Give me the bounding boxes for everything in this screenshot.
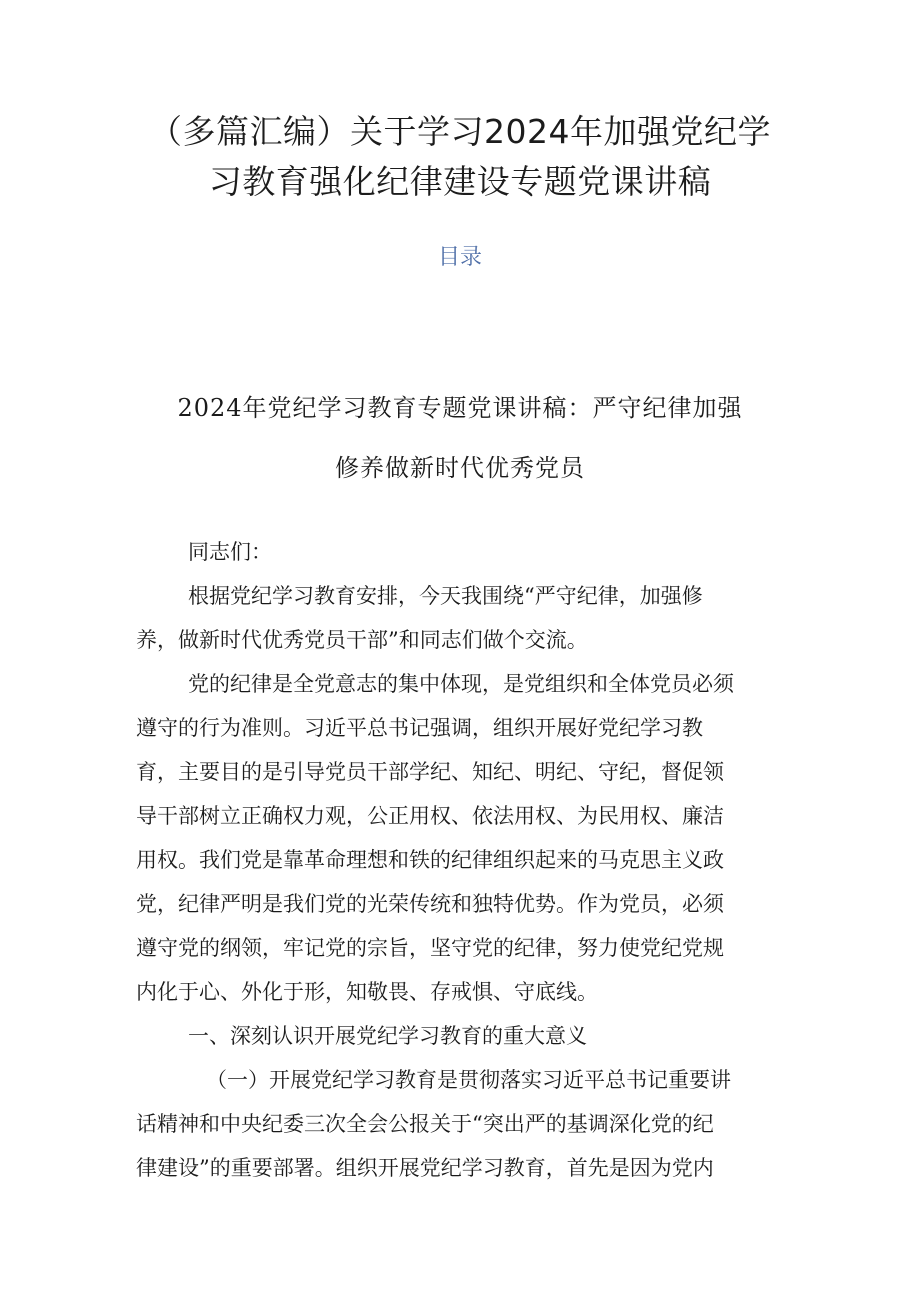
paragraph-line: 党，纪律严明是我们党的光荣传统和独特优势。作为党员，必须 bbox=[136, 892, 724, 916]
section-title-line-2: 修养做新时代优秀党员 bbox=[335, 454, 585, 482]
paragraph-line: 话精神和中央纪委三次全会公报关于“突出严的基调深化党的纪 bbox=[136, 1112, 714, 1136]
section-title-line-1: 2024年党纪学习教育专题党课讲稿：严守纪律加强 bbox=[177, 394, 743, 422]
paragraph-line: 根据党纪学习教育安排，今天我围绕“严守纪律，加强修 bbox=[188, 584, 703, 608]
section-heading-1: 一、深刻认识开展党纪学习教育的重大意义 bbox=[188, 1024, 587, 1048]
paragraph-line: 遵守的行为准则。习近平总书记强调，组织开展好党纪学习教 bbox=[136, 716, 703, 740]
paragraph-line: 律建设”的重要部署。组织开展党纪学习教育，首先是因为党内 bbox=[136, 1156, 714, 1180]
paragraph-line: （一）开展党纪学习教育是贯彻落实习近平总书记重要讲 bbox=[206, 1068, 731, 1092]
document-title-line-1: （多篇汇编）关于学习2024年加强党纪学 bbox=[149, 112, 771, 151]
paragraph-line: 养，做新时代优秀党员干部”和同志们做个交流。 bbox=[136, 628, 588, 652]
document-title-line-2: 习教育强化纪律建设专题党课讲稿 bbox=[208, 162, 712, 201]
paragraph-line: 育，主要目的是引导党员干部学纪、知纪、明纪、守纪，督促领 bbox=[136, 760, 724, 784]
paragraph-1 bbox=[136, 574, 796, 662]
table-of-contents-link[interactable]: 目录 bbox=[437, 245, 482, 270]
paragraph-line: 遵守党的纲领，牢记党的宗旨，坚守党的纪律，努力使党纪党规 bbox=[136, 936, 724, 960]
paragraph-2 bbox=[136, 662, 796, 1014]
paragraph-3 bbox=[136, 1058, 796, 1190]
paragraph-line: 党的纪律是全党意志的集中体现，是党组织和全体党员必须 bbox=[188, 672, 734, 696]
paragraph-line: 导干部树立正确权力观，公正用权、依法用权、为民用权、廉洁 bbox=[136, 804, 724, 828]
paragraph-line: 内化于心、外化于形，知敬畏、存戒惧、守底线。 bbox=[136, 980, 598, 1004]
paragraph-line: 用权。我们党是靠革命理想和铁的纪律组织起来的马克思主义政 bbox=[136, 848, 724, 872]
salutation: 同志们： bbox=[188, 540, 272, 564]
